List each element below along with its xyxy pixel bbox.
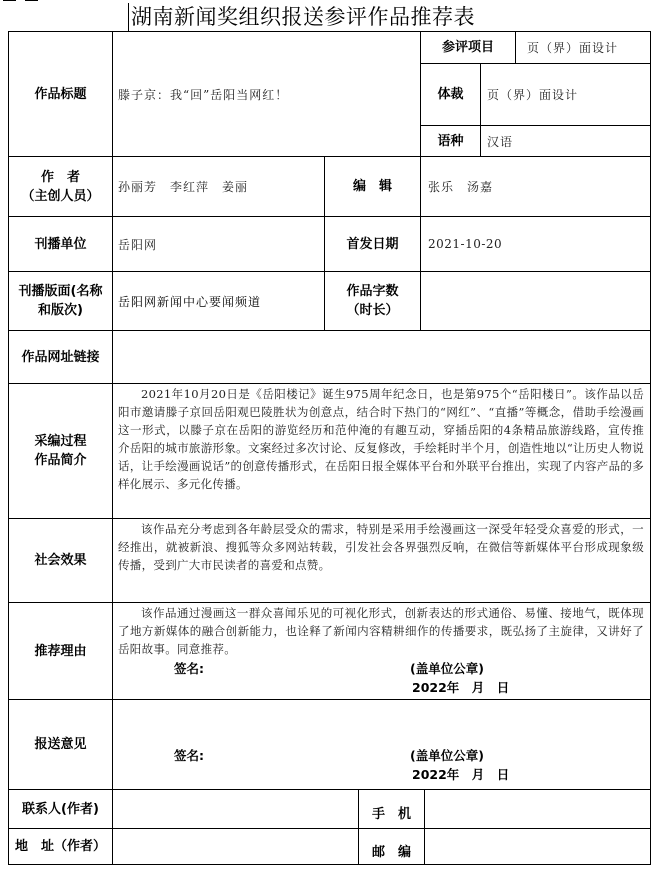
first-date-value: 2021-10-20 xyxy=(428,237,503,251)
document-title: 湖南新闻奖组织报送参评作品推荐表 xyxy=(128,3,475,31)
phone-label: 手 机 xyxy=(371,807,411,822)
url-value xyxy=(118,331,648,383)
editors-value: 张乐 汤嘉 xyxy=(428,180,494,194)
word-count-label-line1: 作品字数 xyxy=(346,284,399,299)
submit-seal-label: (盖单位公章) xyxy=(410,748,484,763)
recommend-sign-label: 签名: xyxy=(174,661,204,676)
genre-label: 体裁 xyxy=(437,87,464,102)
publisher-value: 岳阳网 xyxy=(118,237,158,252)
process-label xyxy=(9,384,112,518)
entry-item-label: 参评项目 xyxy=(441,40,494,55)
recommend-text: 该作品通过漫画这一群众喜闻乐见的可视化形式，创新表达的形式通俗、易懂、接地气，既体现了地方新媒体的融合创新能力，也诠释了新闻内容精耕细作的传播要求，既弘扬了主旋律，又讲好了岳阳故事。同意推荐。 xyxy=(118,606,644,656)
contact-label: 联系人(作者) xyxy=(22,801,99,817)
process-text: 2021年10月20日是《岳阳楼记》诞生975周年纪念日，也是第975个“岳阳楼日”。该作品以岳阳市邀请滕子京回岳阳观巴陵胜状为创意点，结合时下热门的“网红”、“直播”等概念，借助手绘漫画这一形式，以滕子京在岳阳的游览经历和范仲淹的有趣互动，穿插岳阳的4条精品旅游线路，宣传推介岳阳的城市旅游形象。文案经过多次讨论、反复修改，手绘耗时半个月，创造性地以“让历史人物说话，让手绘漫画说话”的创意传播形式，在岳阳日报全媒体平台和外联平台推出，实现了内容产品的多样化展示、多元化传播。 xyxy=(118,387,644,491)
phone-value xyxy=(430,790,648,828)
submit-sign-label: 签名: xyxy=(174,748,204,763)
social-effect-text: 该作品充分考虑到各年龄层受众的需求，特别是采用手绘漫画这一深受年轻受众喜爱的形式，一经推出，就被新浪、搜狐等众多网站转载，引发社会各界强烈反响，在微信等新媒体平台形成现象级传播，受到广大市民读者的喜爱和点赞。 xyxy=(118,522,644,572)
contact-value xyxy=(118,790,356,828)
genre-value: 页（界）面设计 xyxy=(487,88,579,102)
process-label-line2: 作品简介 xyxy=(34,453,87,468)
language-value: 汉语 xyxy=(487,134,514,149)
submit-date: 2022年 月 日 xyxy=(412,767,510,782)
recommend-reason-label: 推荐理由 xyxy=(34,643,87,659)
edition-value: 岳阳网新闻中心要闻频道 xyxy=(118,294,262,309)
postcode-value xyxy=(430,829,648,864)
postcode-label: 邮 编 xyxy=(371,845,411,860)
edition-label-line1: 刊播版面(名称 xyxy=(18,284,103,299)
edition-label-line2: 和版次) xyxy=(38,303,83,318)
author-label-line2: （主创人员） xyxy=(21,188,100,204)
submit-opinion-label: 报送意见 xyxy=(34,737,87,752)
recommend-seal-label: (盖单位公章) xyxy=(410,661,484,676)
entry-item-value: 页（界）面设计 xyxy=(527,41,619,55)
edition-label xyxy=(9,272,112,330)
authors-value: 孙丽芳 李红萍 姜丽 xyxy=(118,180,249,194)
author-label xyxy=(9,157,112,216)
recommend-date: 2022年 月 日 xyxy=(412,680,510,695)
process-label-line1: 采编过程 xyxy=(34,434,87,449)
word-count-value xyxy=(428,272,648,330)
author-label-line1: 作 者 xyxy=(40,169,80,185)
word-count-label-line2: （时长） xyxy=(346,303,399,318)
publisher-label: 刊播单位 xyxy=(34,236,87,252)
address-value xyxy=(118,829,356,864)
first-date-label: 首发日期 xyxy=(346,236,399,252)
word-count-label xyxy=(325,272,420,330)
url-label: 作品网址链接 xyxy=(21,349,100,365)
work-title-value: 滕子京：我“回”岳阳当网红！ xyxy=(118,87,289,102)
social-effect-label: 社会效果 xyxy=(34,553,87,568)
work-title-label: 作品标题 xyxy=(34,86,87,102)
language-label: 语种 xyxy=(437,133,464,149)
address-label: 地 址（作者） xyxy=(14,839,106,854)
editor-label: 编 辑 xyxy=(352,179,392,194)
